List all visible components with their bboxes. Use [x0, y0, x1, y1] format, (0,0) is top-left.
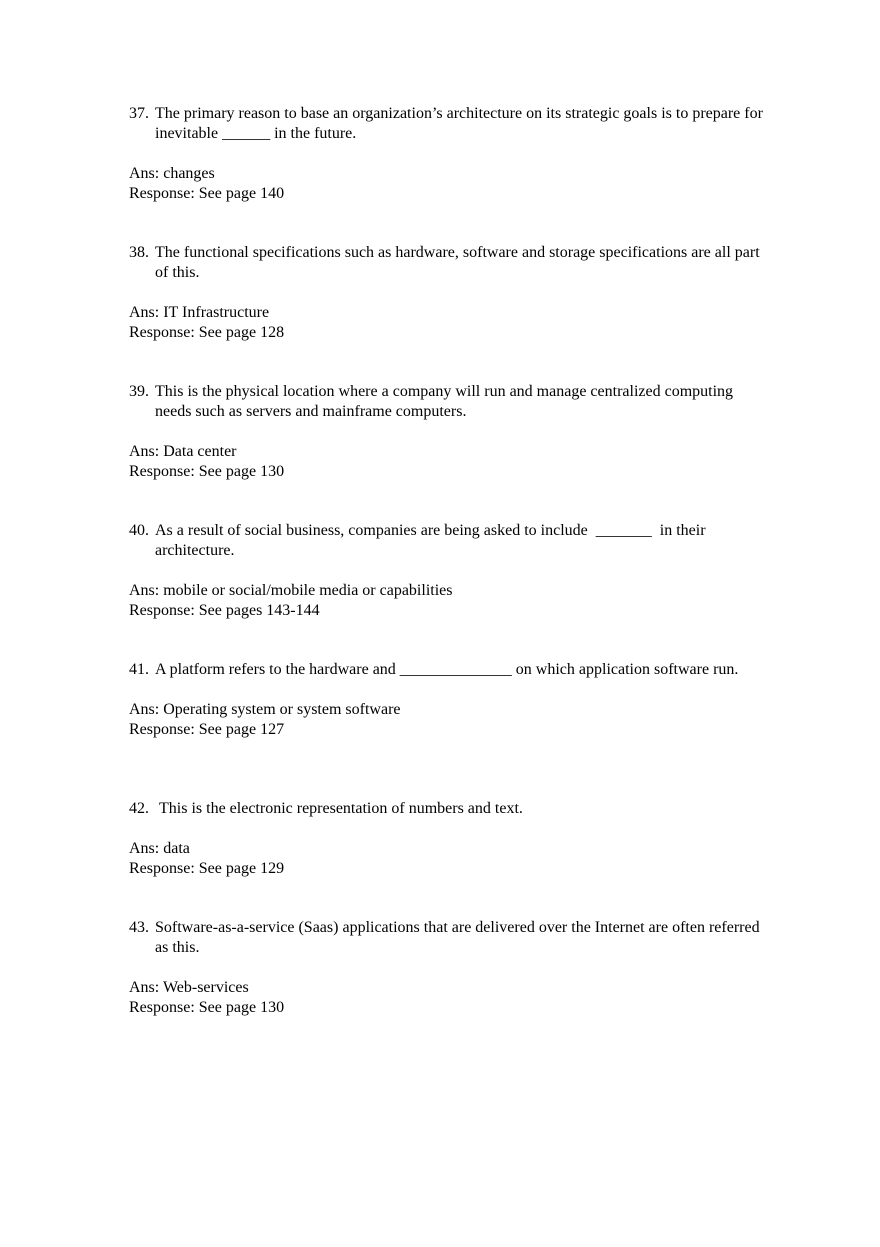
answer-line: Ans: Data center [129, 443, 237, 460]
question-40 [129, 521, 769, 621]
question-text: The primary reason to base an organization’s architecture on its strategic goals is to prepare for inevitable ______ in the future. [155, 105, 767, 142]
question-number: 37. [129, 105, 149, 122]
response-line: Response: See page 140 [129, 185, 285, 202]
question-text-line [129, 243, 769, 283]
response-line: Response: See pages 143-144 [129, 602, 320, 619]
question-text: Software-as-a-service (Saas) applications that are delivered over the Internet are often referred as this. [155, 919, 764, 956]
question-number: 41. [129, 661, 149, 678]
question-number: 38. [129, 244, 149, 261]
question-text: This is the physical location where a company will run and manage centralized computing needs such as servers and mainframe computers. [155, 383, 738, 420]
question-number: 40. [129, 522, 149, 539]
response-line: Response: See page 128 [129, 324, 285, 341]
answer-line: Ans: IT Infrastructure [129, 304, 270, 321]
question-number: 39. [129, 383, 149, 400]
answer-line: Ans: Web-services [129, 979, 249, 996]
question-number: 42. [129, 800, 149, 817]
response-line: Response: See page 130 [129, 463, 285, 480]
question-41 [129, 660, 769, 740]
answer-line: Ans: changes [129, 165, 215, 182]
question-text: This is the electronic representation of numbers and text. [155, 800, 523, 817]
question-text-line [129, 918, 769, 958]
question-42 [129, 799, 769, 879]
response-line: Response: See page 127 [129, 721, 285, 738]
question-37 [129, 104, 769, 204]
question-38 [129, 243, 769, 343]
response-line: Response: See page 129 [129, 860, 285, 877]
question-text: As a result of social business, companies are being asked to include _______ in their architecture. [155, 522, 710, 559]
question-text-line [129, 382, 769, 422]
answer-line: Ans: data [129, 840, 190, 857]
question-text-line [129, 660, 769, 680]
question-43 [129, 918, 769, 1018]
question-number: 43. [129, 919, 149, 936]
answer-line: Ans: mobile or social/mobile media or capabilities [129, 582, 453, 599]
response-line: Response: See page 130 [129, 999, 285, 1016]
question-text: The functional specifications such as hardware, software and storage specifications are all part of this. [155, 244, 764, 281]
answer-line: Ans: Operating system or system software [129, 701, 401, 718]
question-text-line [129, 521, 769, 561]
question-text: A platform refers to the hardware and ______________ on which application software run. [155, 661, 739, 678]
question-text-line [129, 104, 769, 144]
question-text-line [129, 799, 769, 819]
question-39 [129, 382, 769, 482]
